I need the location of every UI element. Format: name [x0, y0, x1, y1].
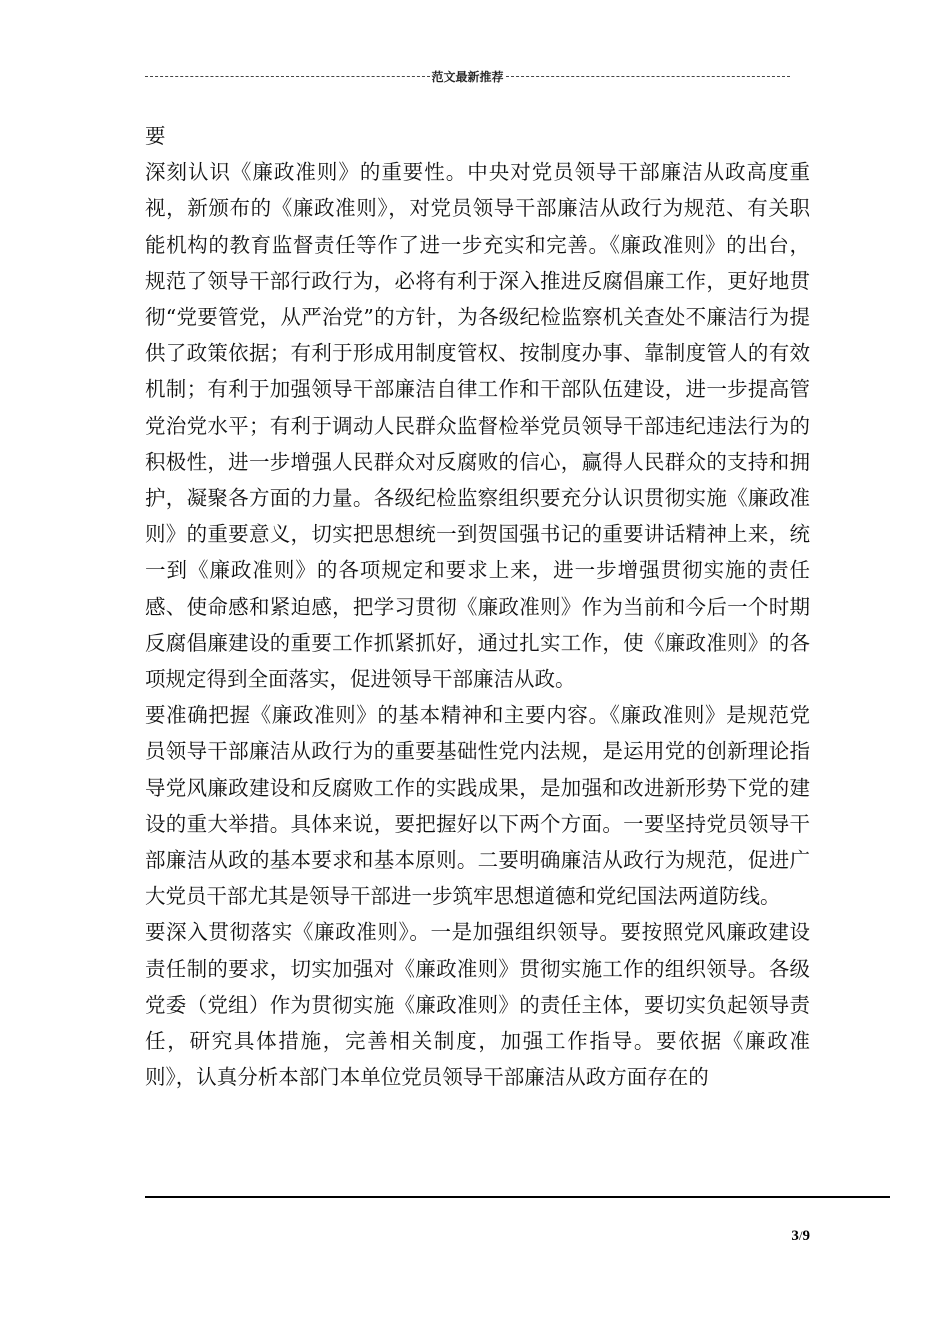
- page-separator: /: [798, 1228, 803, 1243]
- document-body: [145, 118, 810, 1095]
- current-page: 3: [791, 1228, 799, 1244]
- paragraph-spirit: 要准确把握《廉政准则》的基本精神和主要内容。《廉政准则》是规范党员领导干部廉洁从政行为的重要基础性党内法规，是运用党的创新理论指导党风廉政建设和反腐败工作的实践成果，是加强和改进新形势下党的建设的重大举措。具体来说，要把握好以下两个方面。一要坚持党员领导干部廉洁从政的基本要求和基本原则。二要明确廉洁从政行为规范，促进广大党员干部尤其是领导干部进一步筑牢思想道德和党纪国法两道防线。: [145, 703, 810, 909]
- header-title: 范文最新推荐: [431, 69, 504, 84]
- page-header: [145, 66, 790, 86]
- paragraph-fragment: 要: [145, 124, 166, 148]
- header-dashed-rule-left: [145, 76, 430, 77]
- footer-rule: [145, 1196, 890, 1198]
- total-pages: 9: [802, 1228, 810, 1244]
- paragraph-implementation: 要深入贯彻落实《廉政准则》。一是加强组织领导。要按照党风廉政建设责任制的要求，切实加强对《廉政准则》贯彻实施工作的组织领导。各级党委（党组）作为贯彻实施《廉政准则》的责任主体，要切实负起领导责任，研究具体措施，完善相关制度，加强工作指导。要依据《廉政准则》，认真分析本部门本单位党员领导干部廉洁从政方面存在的: [145, 920, 810, 1090]
- page-number: [740, 1228, 810, 1245]
- paragraph-importance: 深刻认识《廉政准则》的重要性。中央对党员领导干部廉洁从政高度重视，新颁布的《廉政准则》，对党员领导干部廉洁从政行为规范、有关职能机构的教育监督责任等作了进一步充实和完善。《廉政准则》的出台，规范了领导干部行政行为，必将有利于深入推进反腐倡廉工作，更好地贯彻“党要管党，从严治党”的方针，为各级纪检监察机关查处不廉洁行为提供了政策依据；有利于形成用制度管权、按制度办事、靠制度管人的有效机制；有利于加强领导干部廉洁自律工作和干部队伍建设，进一步提高管党治党水平；有利于调动人民群众监督检举党员领导干部违纪违法行为的积极性，进一步增强人民群众对反腐败的信心，赢得人民群众的支持和拥护，凝聚各方面的力量。各级纪检监察组织要充分认识贯彻实施《廉政准则》的重要意义，切实把思想统一到贺国强书记的重要讲话精神上来，统一到《廉政准则》的各项规定和要求上来，进一步增强贯彻实施的责任感、使命感和紧迫感，把学习贯彻《廉政准则》作为当前和今后一个时期反腐倡廉建设的重要工作抓紧抓好，通过扎实工作，使《廉政准则》的各项规定得到全面落实，促进领导干部廉洁从政。: [145, 160, 810, 692]
- header-dashed-rule-right: [506, 76, 791, 77]
